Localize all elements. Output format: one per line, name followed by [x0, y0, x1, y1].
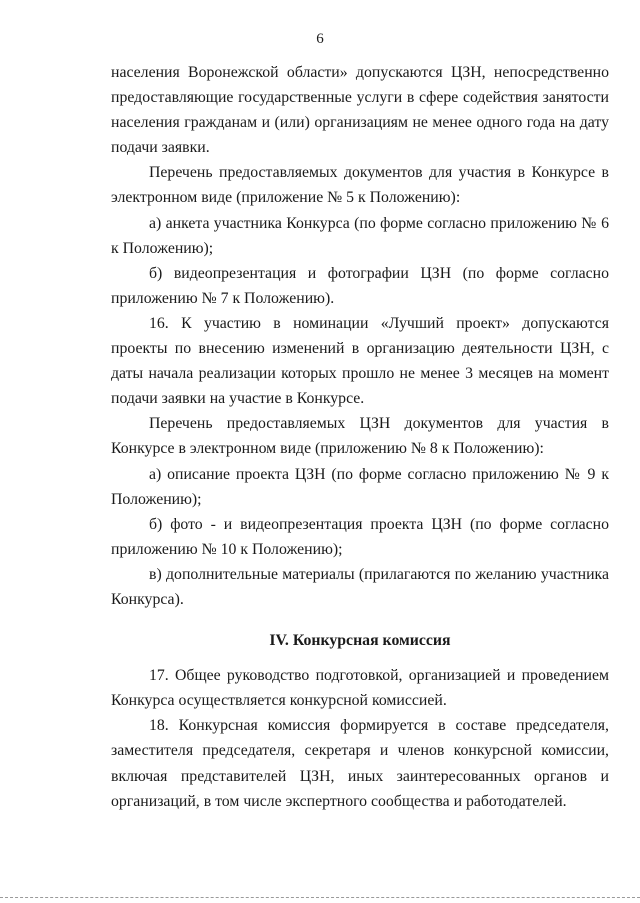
paragraph-clause-16: 16. К участию в номинации «Лучший проект» допускаются проекты по внесению изменений в организацию деятельности ЦЗН, с даты начала реализации которых прошло не менее 3 месяцев на момент подачи заявки на участие в Конкурсе. — [111, 314, 609, 408]
page-bottom-divider — [0, 897, 640, 898]
section-heading: IV. Конкурсная комиссия — [269, 632, 451, 650]
list-item-project-description: а) описание проекта ЦЗН (по форме согласно приложению № 9 к Положению); — [111, 465, 609, 508]
document-body — [111, 60, 609, 814]
paragraph-documents-list-intro: Перечень предоставляемых документов для участия в Конкурсе в электронном виде (приложение № 5 к Положению): — [111, 164, 609, 207]
list-item-video-photos: б) видеопрезентация и фотографии ЦЗН (по форме согласно приложению № 7 к Положению). — [111, 264, 609, 307]
paragraph-clause-17: 17. Общее руководство подготовкой, организацией и проведением Конкурса осуществляется конкурсной комиссией. — [111, 667, 609, 710]
paragraph-clause-18: 18. Конкурсная комиссия формируется в составе председателя, заместителя председателя, секретаря и членов конкурсной комиссии, включая представителей ЦЗН, иных заинтересованных органов и организаций, в том числе экспертного сообщества и работодателей. — [111, 717, 609, 810]
list-item-questionnaire: а) анкета участника Конкурса (по форме согласно приложению № 6 к Положению); — [111, 214, 609, 257]
list-item-project-video: б) фото - и видеопрезентация проекта ЦЗН (по форме согласно приложению № 10 к Положению); — [111, 515, 609, 558]
list-item-additional-materials: в) дополнительные материалы (прилагаются по желанию участника Конкурса). — [111, 565, 609, 608]
paragraph-project-documents-intro: Перечень предоставляемых ЦЗН документов для участия в Конкурсе в электронном виде (приложению № 8 к Положению): — [111, 415, 609, 458]
paragraph-continuation: населения Воронежской области» допускаются ЦЗН, непосредственно предоставляющие государственные услуги в сфере содействия занятости населения гражданам и (или) организациям не менее одного года на дату подачи заявки. — [111, 64, 609, 157]
page-number: 6 — [316, 31, 324, 47]
